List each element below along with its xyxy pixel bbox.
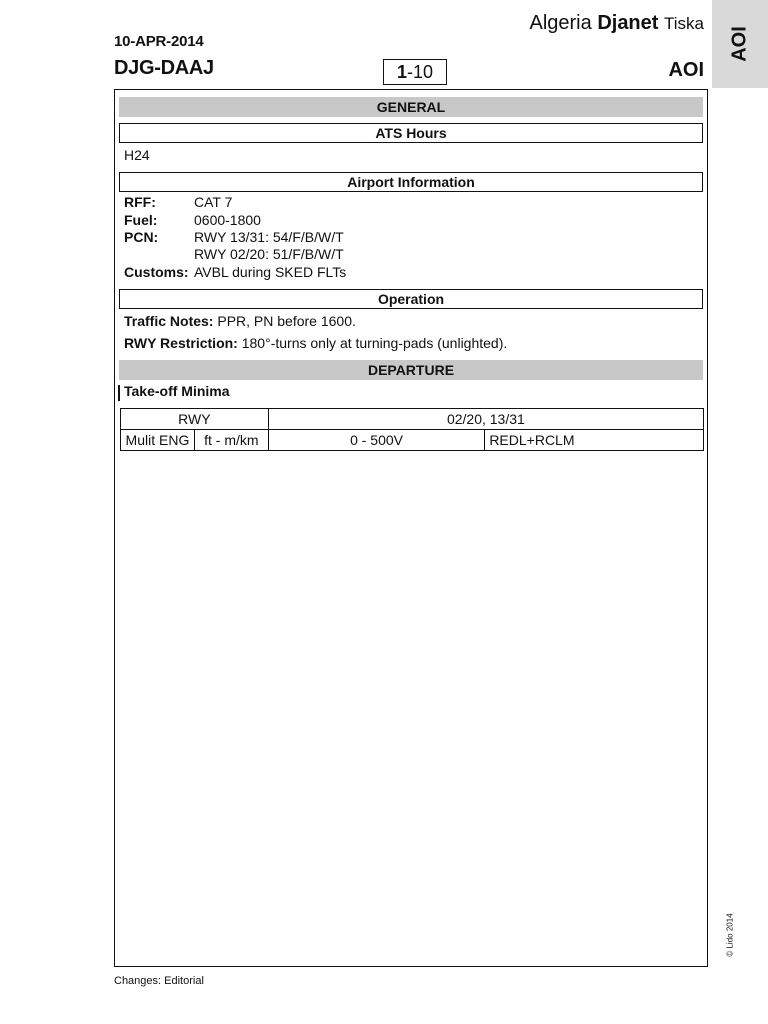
airport-name: Tiska [664,14,704,33]
region-tab [712,0,768,88]
rff-label: RFF: [124,194,156,210]
subsection-ats-hours-header: ATS Hours [119,123,703,143]
traffic-notes [124,313,356,329]
country-name: Algeria [529,12,592,34]
fuel-value: 0600-1800 [194,212,261,228]
table-row [121,430,704,451]
changes-note: Changes: Editorial [114,975,204,987]
takeoff-minima-table [120,408,704,451]
copyright-text: © Lido 2014 [725,913,735,957]
pcn-label: PCN: [124,229,159,245]
rwy-restriction [124,335,507,351]
page-number-main: 1 [396,62,407,82]
traffic-notes-label: Traffic Notes: [124,313,214,329]
customs-value: AVBL during SKED FLTs [194,264,347,280]
table-row [121,409,704,430]
region-code: AOI [668,59,704,81]
rwy-value-cell: 02/20, 13/31 [268,409,703,430]
pcn-value-1: RWY 13/31: 54/F/B/W/T [194,229,344,245]
rff-value: CAT 7 [194,194,233,210]
subsection-operation-header: Operation [119,289,703,309]
section-general-header: GENERAL [119,97,703,117]
ats-hours-value: H24 [124,147,150,163]
copyright-notice [700,900,760,970]
page-number [383,59,447,85]
region-tab-label: AOI [728,26,751,62]
traffic-notes-value: PPR, PN before 1600. [217,313,356,329]
minima-cell: 0 - 500V [268,430,485,451]
airport-location [529,12,704,35]
rwy-restriction-label: RWY Restriction: [124,335,238,351]
page-number-sub: -10 [407,62,434,82]
takeoff-minima-title: Take-off Minima [124,383,230,399]
fuel-label: Fuel: [124,212,158,228]
condition-cell: REDL+RCLM [485,430,704,451]
unit-cell: ft - m/km [194,430,268,451]
engine-label-cell: Mulit ENG [121,430,195,451]
change-bar [118,385,120,401]
subsection-airport-info-header: Airport Information [119,172,703,192]
section-departure-header: DEPARTURE [119,360,703,380]
customs-label: Customs: [124,264,189,280]
city-name: Djanet [597,12,659,34]
chart-date: 10-APR-2014 [114,33,204,50]
pcn-value-2: RWY 02/20: 51/F/B/W/T [194,246,344,262]
rwy-restriction-value: 180°-turns only at turning-pads (unlighted). [241,335,508,351]
airport-code: DJG-DAAJ [114,57,214,79]
rwy-header-cell: RWY [121,409,269,430]
